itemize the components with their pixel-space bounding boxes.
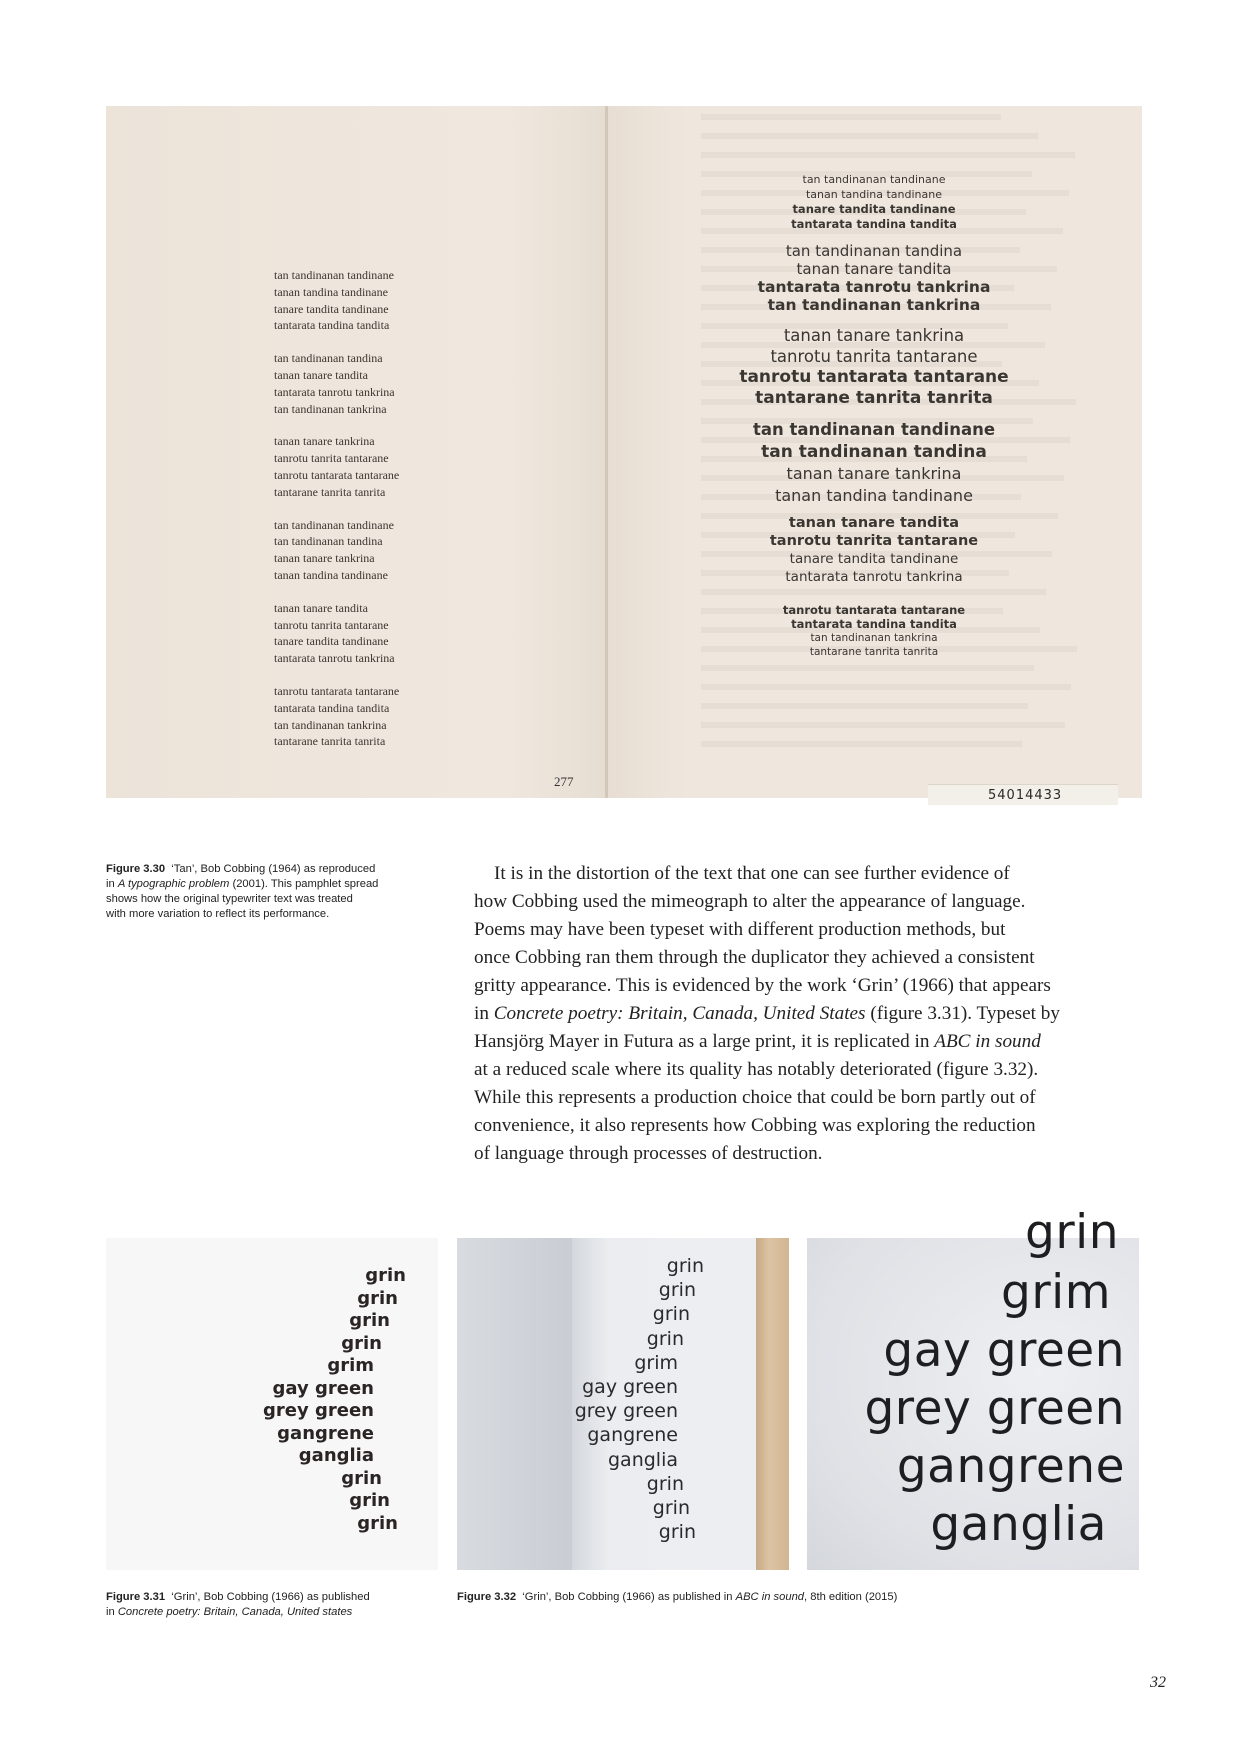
grin-poem-line: grey green: [864, 1381, 1125, 1436]
grin-poem-line: grin: [646, 1472, 684, 1495]
grin-poem-line: gangrene: [896, 1439, 1125, 1494]
body-title-italic: Concrete poetry: Britain, Canada, United States: [493, 1003, 866, 1024]
show-through-line: [701, 114, 1001, 120]
poem-stanza: [274, 433, 399, 500]
grin-poem-line: grin: [666, 1255, 704, 1277]
performance-stanza: [606, 419, 1142, 507]
grin-poem-line: grin: [357, 1287, 398, 1309]
grin-poem-line: grin: [658, 1279, 696, 1302]
typewriter-poem-text: [274, 267, 399, 766]
performance-line: tantarane tanrita tanrita: [755, 388, 993, 408]
performance-line: tan tandinanan tandinane: [752, 420, 996, 439]
show-through-line: [701, 589, 1046, 595]
show-through-line: [701, 133, 1038, 139]
grin-poem-line: grin: [1024, 1205, 1119, 1260]
grin-poem-line: grim: [634, 1351, 678, 1374]
poem-line: tan tandinanan tankrina: [274, 401, 387, 416]
performance-line: tan tandinanan tandina: [761, 442, 987, 462]
grin-poem-line: grin: [652, 1497, 690, 1519]
caption-text: in: [106, 1606, 118, 1618]
grin-poem-line: gay green: [272, 1377, 374, 1399]
grin-poem-line: grin: [365, 1265, 406, 1286]
performance-line: tanan tanare tankrina: [783, 326, 965, 345]
performance-line: tanan tandina tandinane: [805, 188, 943, 201]
performance-line: tanare tandita tandinane: [792, 202, 956, 216]
performance-line: tan tandinanan tankrina: [810, 632, 938, 644]
pamphlet-page-number: 277: [554, 774, 574, 789]
grin-poem-line: grim: [1001, 1265, 1111, 1320]
caption-text: (2001). This pamphlet spread: [229, 878, 379, 890]
show-through-line: [701, 152, 1075, 158]
body-line: convenience, it also represents how Cobbing was exploring the reduction: [474, 1115, 1036, 1136]
caption-text: , 8th edition (2015): [804, 1591, 898, 1603]
poem-stanza: [274, 517, 399, 584]
body-line: While this represents a production choice that could be born partly out of: [474, 1087, 1036, 1108]
poem-line: tanare tandita tandinane: [274, 634, 389, 649]
show-through-line: [701, 722, 1065, 728]
poem-line: tanan tandina tandinane: [274, 567, 388, 582]
grin-poem-line: gay green: [883, 1323, 1125, 1378]
page-number: 32: [1150, 1674, 1166, 1691]
performance-line: tanan tanare tandita: [796, 260, 952, 278]
performance-line: tanrotu tantarata tantarane: [739, 367, 1009, 387]
body-line: how Cobbing used the mimeograph to alter the appearance of language.: [474, 891, 1026, 912]
poem-line: tan tandinanan tandinane: [274, 268, 394, 282]
body-line: at a reduced scale where its quality has notably deteriorated (figure 3.32).: [474, 1059, 1039, 1080]
poem-line: tantarata tandina tandita: [274, 700, 390, 715]
performance-stanza: [606, 603, 1142, 659]
grin-poem-line: gangrene: [587, 1424, 678, 1447]
poem-line: tanrotu tanrita tantarane: [274, 617, 389, 632]
performance-line: tantarata tandina tandita: [791, 617, 957, 631]
poem-line: tan tandinanan tankrina: [274, 717, 387, 732]
wooden-desk: [756, 1238, 789, 1570]
grin-poem-line: ganglia: [930, 1497, 1107, 1552]
show-through-line: [701, 741, 1022, 747]
performance-line: tan tandinanan tankrina: [767, 296, 981, 314]
poem-stanza: [274, 267, 399, 334]
grin-poem-line: grin: [349, 1490, 390, 1511]
performance-line: tanrotu tanrita tantarane: [770, 347, 978, 366]
grin-poem-line: ganglia: [607, 1448, 678, 1471]
grin-poem-line: ganglia: [298, 1445, 374, 1466]
performance-line: tantarane tanrita tanrita: [809, 646, 939, 658]
poem-line: tan tandinanan tandina: [274, 351, 383, 366]
caption-label: Figure 3.31: [106, 1591, 166, 1603]
caption-title-italic: A typographic problem: [117, 878, 230, 890]
performance-line: tanan tanare tandita: [788, 515, 960, 531]
grin-poem-line: grim: [327, 1355, 374, 1376]
caption-label: Figure 3.30: [106, 863, 166, 875]
caption-figure-3-31: [106, 1590, 436, 1620]
library-code: 54014433: [988, 788, 1063, 803]
poem-line: tantarane tanrita tanrita: [274, 734, 386, 749]
grin-poem-line: gangrene: [277, 1422, 374, 1444]
grin-poem-line: grin: [341, 1332, 382, 1354]
performance-line: tanan tanare tankrina: [786, 464, 962, 483]
show-through-line: [701, 684, 1071, 690]
caption-text: with more variation to reflect its performance.: [106, 908, 330, 920]
poem-line: tantarata tanrotu tankrina: [274, 651, 395, 666]
grin-poem-line: grey green: [574, 1400, 678, 1423]
performance-stanza: [606, 325, 1142, 409]
caption-figure-3-32: [457, 1590, 1117, 1605]
grin-poem-line: grin: [646, 1327, 684, 1350]
poem-line: tanrotu tantarata tantarane: [274, 467, 400, 482]
body-paragraph: [474, 860, 1144, 1168]
performance-stanza: [606, 242, 1142, 314]
grin-poem-line: grin: [652, 1303, 690, 1326]
figure-3-30-pamphlet-spread: [106, 106, 1142, 803]
poem-line: tanan tanare tankrina: [274, 551, 375, 566]
body-line: gritty appearance. This is evidenced by the work ‘Grin’ (1966) that appears: [474, 975, 1051, 996]
poem-line: tanare tandita tandinane: [274, 301, 389, 316]
poem-line: tantarane tanrita tanrita: [274, 484, 386, 499]
figure-3-32-grin-abc-in-sound-photo: [457, 1238, 789, 1570]
show-through-line: [701, 665, 1034, 671]
poem-line: tanan tanare tandita: [274, 367, 368, 382]
poem-line: tanan tanare tankrina: [274, 434, 375, 449]
poem-line: tantarata tandina tandita: [274, 318, 390, 333]
facing-page: [457, 1238, 575, 1570]
body-line: [474, 1000, 1144, 1028]
poem-line: tanrotu tanrita tantarane: [274, 451, 389, 466]
body-text: in: [474, 1003, 494, 1024]
caption-text: in: [106, 878, 118, 890]
grin-poem-line: grin: [349, 1310, 390, 1331]
poem-line: tanan tandina tandinane: [274, 284, 388, 299]
grin-poem-line: gay green: [582, 1376, 678, 1398]
performance-stanza: [606, 172, 1142, 232]
performance-line: tantarata tanrotu tankrina: [757, 278, 991, 296]
caption-text: ‘Grin’, Bob Cobbing (1966) as published in: [522, 1591, 736, 1603]
poem-stanza: [274, 600, 399, 667]
caption-title-italic: Concrete poetry: Britain, Canada, United states: [117, 1606, 353, 1618]
poem-line: tan tandinanan tandinane: [274, 517, 394, 532]
grin-poem-line: grin: [341, 1467, 382, 1489]
grin-poem-line: grin: [658, 1521, 696, 1544]
body-text: Hansjörg Mayer in Futura as a large print, it is replicated in: [474, 1031, 935, 1052]
performance-line: tantarata tandina tandita: [791, 217, 957, 231]
body-line: of language through processes of destruction.: [474, 1143, 823, 1164]
caption-text: ‘Tan’, Bob Cobbing (1964) as reproduced: [171, 863, 376, 875]
figure-3-31-grin-concrete-poetry: [106, 1238, 438, 1570]
performance-line: tan tandinanan tandina: [785, 242, 963, 260]
caption-text: shows how the original typewriter text was treated: [106, 893, 353, 905]
show-through-line: [701, 703, 1028, 709]
poem-stanza: [274, 350, 399, 417]
grin-poem-line: grey green: [263, 1400, 374, 1421]
performance-line: tanare tandita tandinane: [789, 551, 959, 567]
body-line: It is in the distortion of the text that one can see further evidence of: [494, 863, 1010, 884]
poem-line: tan tandinanan tandina: [274, 534, 383, 549]
body-text: (figure 3.31). Typeset by: [865, 1003, 1060, 1024]
performance-line: tanan tandina tandinane: [775, 486, 973, 505]
body-line: once Cobbing ran them through the duplicator they achieved a consistent: [474, 947, 1035, 968]
performance-line: tantarata tanrotu tankrina: [785, 569, 963, 585]
performance-line: tanrotu tanrita tantarane: [769, 533, 979, 549]
library-label: [928, 784, 1118, 805]
grin-poem-line: grin: [357, 1512, 398, 1534]
caption-figure-3-30: [106, 862, 436, 922]
poem-line: tanan tanare tandita: [274, 600, 368, 615]
poem-stanza: [274, 683, 399, 750]
caption-text: ‘Grin’, Bob Cobbing (1966) as published: [171, 1591, 370, 1603]
poem-line: tantarata tanrotu tankrina: [274, 384, 395, 399]
body-line: Poems may have been typeset with different production methods, but: [474, 919, 1006, 940]
body-title-italic: ABC in sound: [934, 1031, 1041, 1052]
performance-stanza: [606, 514, 1142, 586]
performance-line: tanrotu tantarata tantarane: [782, 603, 966, 617]
poem-line: tanrotu tantarata tantarane: [274, 683, 400, 698]
body-line: [474, 1028, 1144, 1056]
caption-title-italic: ABC in sound: [735, 1591, 805, 1603]
performance-line: tan tandinanan tandinane: [802, 173, 946, 186]
caption-label: Figure 3.32: [457, 1591, 517, 1603]
figure-3-32-grin-detail-photo: [807, 1205, 1139, 1570]
